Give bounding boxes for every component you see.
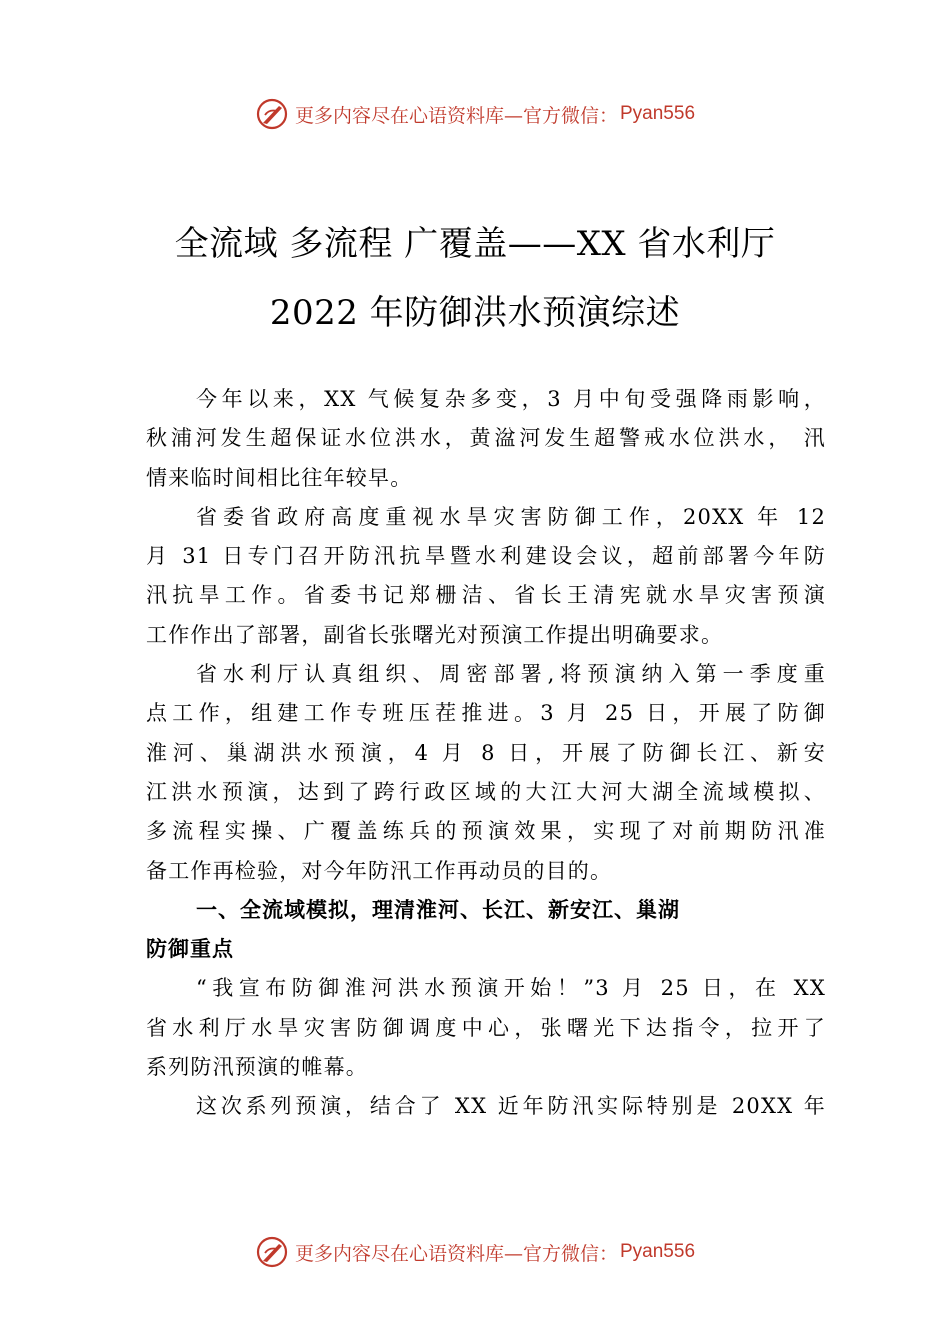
document-body (146, 380, 836, 1127)
quill-seal-icon (255, 97, 289, 131)
body-line: 淮河、巢湖洪水预演，4 月 8 日，开展了防御长江、新安 (146, 740, 826, 765)
section-heading-line: 一、全流域模拟，理清淮河、长江、新安江、巢湖 (196, 897, 680, 922)
banner-wechat-id: Pyan556 (620, 103, 696, 124)
body-line: 情来临时间相比往年较早。 (146, 465, 413, 490)
banner-wechat-id: Pyan556 (620, 1241, 696, 1262)
body-line: 秋浦河发生超保证水位洪水，黄湓河发生超警戒水位洪水， 汛 (146, 426, 826, 451)
body-line: 系列防汛预演的帷幕。 (146, 1055, 368, 1080)
document-title-line-2: 2022 年防御洪水预演综述 (269, 293, 681, 333)
body-line: 月 31 日专门召开防汛抗旱暨水利建设会议，超前部署今年防 (146, 544, 826, 569)
body-line: “我宣布防御淮河洪水预演开始！”3 月 25 日，在 XX (196, 976, 826, 1001)
body-line: 汛抗旱工作。省委书记郑栅洁、省长王清宪就水旱灾害预演 (146, 583, 826, 608)
banner-text: 更多内容尽在心语资料库—官方微信： (294, 1242, 618, 1265)
footer-watermark-banner (0, 1232, 950, 1272)
body-line: 省水利厅水旱灾害防御调度中心，张曙光下达指令，拉开了 (146, 1015, 826, 1040)
quill-seal-icon (255, 1235, 289, 1269)
body-line: 这次系列预演，结合了 XX 近年防汛实际特别是 20XX 年 (196, 1094, 826, 1119)
body-line: 备工作再检验，对今年防汛工作再动员的目的。 (146, 858, 613, 883)
body-line: 省委省政府高度重视水旱灾害防御工作，20XX 年 12 (196, 504, 826, 529)
body-line: 工作作出了部署，副省长张曙光对预演工作提出明确要求。 (146, 622, 724, 647)
banner-text: 更多内容尽在心语资料库—官方微信： (294, 104, 618, 127)
body-line: 点工作，组建工作专班压茬推进。3 月 25 日，开展了防御 (146, 701, 826, 726)
header-watermark-banner (0, 94, 950, 134)
body-line: 今年以来，XX 气候复杂多变，3 月中旬受强降雨影响， (196, 387, 826, 411)
body-line: 多流程实操、广覆盖练兵的预演效果，实现了对前期防汛准 (146, 819, 826, 844)
document-title-line-1: 全流域 多流程 广覆盖——XX 省水利厅 (174, 224, 776, 264)
body-line: 省水利厅认真组织、周密部署,将预演纳入第一季度重 (196, 662, 826, 687)
section-heading-line: 防御重点 (146, 937, 234, 962)
body-line: 江洪水预演，达到了跨行政区域的大江大河大湖全流域模拟、 (146, 779, 826, 804)
